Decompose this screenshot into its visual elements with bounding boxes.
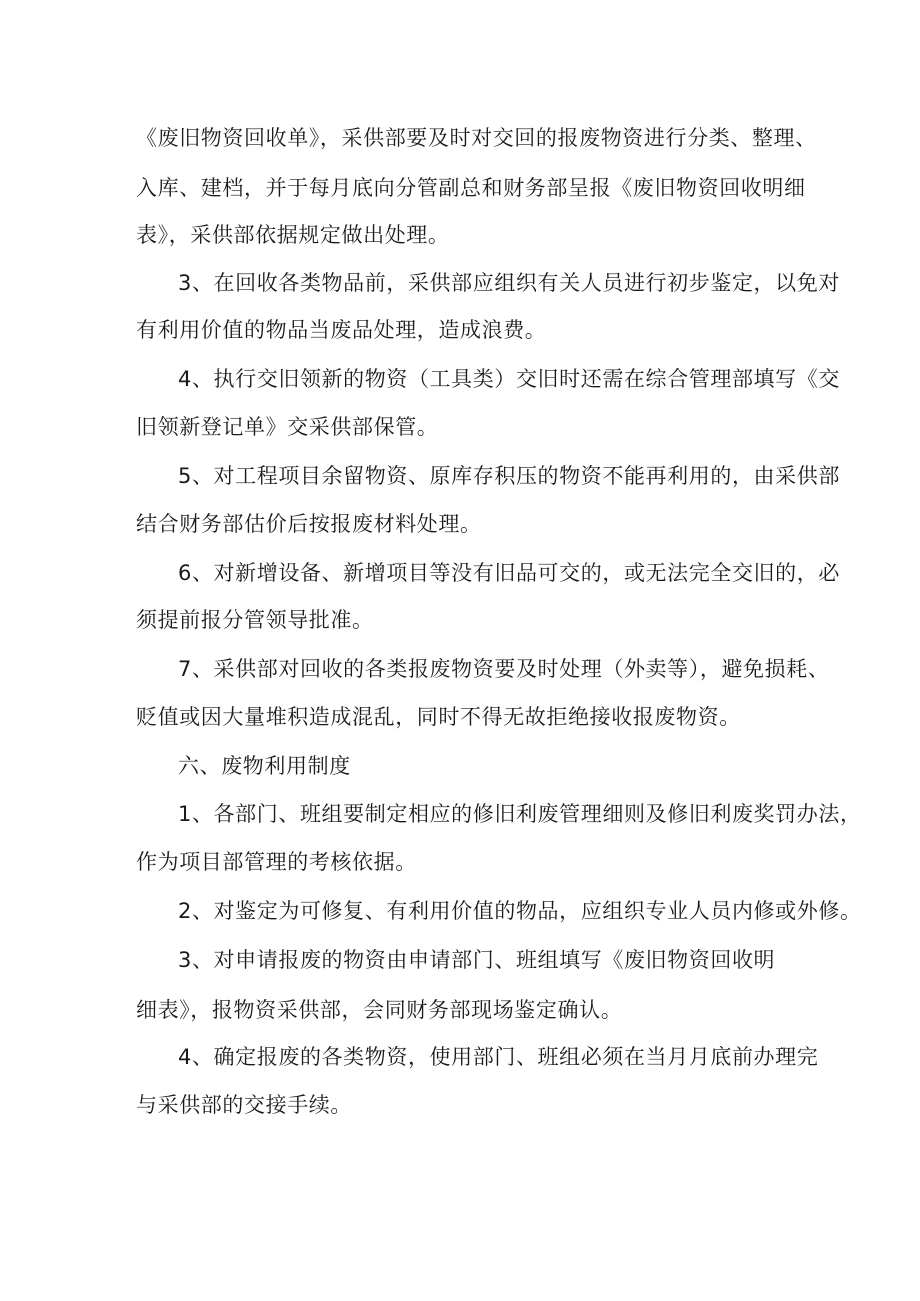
section6-item-4-line-1: 4、确定报废的各类物资，使用部门、班组必须在当月月底前办理完	[178, 1045, 819, 1069]
section6-item-2-line-1: 2、对鉴定为可修复、有利用价值的物品，应组织专业人员内修或外修。	[178, 899, 862, 923]
section6-item-1-line-1: 1、各部门、班组要制定相应的修旧利废管理细则及修旧利废奖罚办法，	[178, 802, 862, 826]
item-5-line-1: 5、对工程项目余留物资、原库存积压的物资不能再利用的，由采供部	[178, 464, 840, 488]
item-6-line-2: 须提前报分管领导批准。	[136, 608, 374, 632]
section6-item-3-line-2: 细表》，报物资采供部，会同财务部现场鉴定确认。	[136, 998, 623, 1022]
text-line-1: 《废旧物资回收单》，采供部要及时对交回的报废物资进行分类、整理、	[136, 126, 817, 150]
section6-item-1-line-2: 作为项目部管理的考核依据。	[136, 850, 417, 874]
section-heading-waste-utilization: 六、废物利用制度	[178, 754, 351, 778]
item-7-line-1: 7、采供部对回收的各类报废物资要及时处理（外卖等），避免损耗、	[178, 657, 830, 681]
item-5-line-2: 结合财务部估价后按报废材料处理。	[136, 512, 482, 536]
item-6-line-1: 6、对新增设备、新增项目等没有旧品可交的，或无法完全交旧的，必	[178, 561, 840, 585]
text-line-2: 入库、建档，并于每月底向分管副总和财务部呈报《废旧物资回收明细	[136, 176, 806, 200]
item-3-line-1: 3、在回收各类物品前，采供部应组织有关人员进行初步鉴定，以免对	[178, 271, 840, 295]
section6-item-4-line-2: 与采供部的交接手续。	[136, 1093, 352, 1117]
item-3-line-2: 有利用价值的物品当废品处理，造成浪费。	[136, 318, 547, 342]
section6-item-3-line-1: 3、对申请报废的物资由申请部门、班组填写《废旧物资回收明	[178, 948, 776, 972]
item-4-line-2: 旧领新登记单》交采供部保管。	[136, 415, 439, 439]
item-4-line-1: 4、执行交旧领新的物资（工具类）交旧时还需在综合管理部填写《交	[178, 367, 840, 391]
item-7-line-2: 贬值或因大量堆积造成混乱，同时不得无故拒绝接收报废物资。	[136, 705, 741, 729]
text-line-3: 表》，采供部依据规定做出处理。	[136, 223, 450, 247]
